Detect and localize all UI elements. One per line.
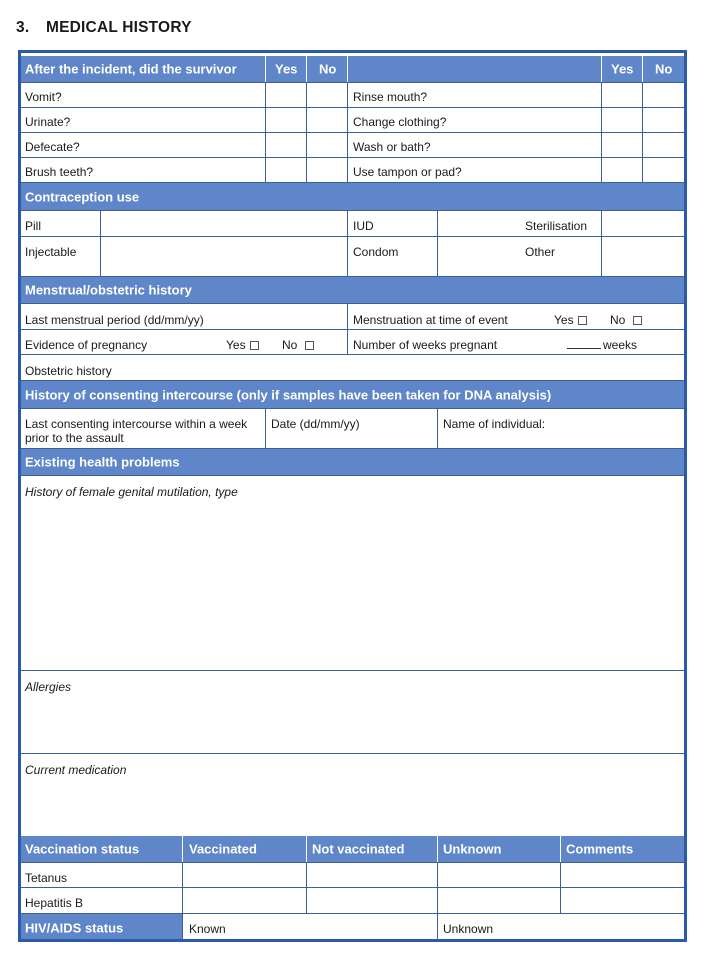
incident-item-tampon-pad: Use tampon or pad? — [353, 165, 462, 179]
last-menstrual-period: Last menstrual period (dd/mm/yy) — [25, 313, 204, 327]
pregnancy-yes-option[interactable] — [226, 338, 259, 352]
incident-item-brush-teeth: Brush teeth? — [25, 165, 94, 179]
incident-item-defecate: Defecate? — [25, 140, 80, 154]
pregnancy-no-option[interactable] — [282, 338, 314, 352]
menstrual-header-bar — [21, 277, 684, 303]
vaccination-header-bar — [21, 836, 684, 862]
vaccination-status-header: Vaccination status — [25, 841, 140, 857]
incident-yes-header-right: Yes — [611, 61, 634, 77]
contraception-header-bar — [21, 183, 684, 210]
evidence-of-pregnancy: Evidence of pregnancy — [25, 338, 148, 352]
incident-item-wash-bath: Wash or bath? — [353, 140, 431, 154]
contraception-header-label: Contraception use — [25, 189, 140, 204]
hiv-label-cell — [21, 914, 182, 942]
pregnancy-yes-checkbox[interactable] — [250, 341, 259, 350]
consenting-header-bar — [21, 381, 684, 408]
vaccinated-header: Vaccinated — [189, 841, 257, 857]
contraception-other: Other — [525, 245, 556, 259]
weeks-blank-line[interactable] — [567, 340, 601, 349]
hiv-unknown: Unknown — [443, 922, 494, 936]
weeks-pregnant-field[interactable] — [567, 338, 637, 352]
current-medication-label: Current medication — [25, 763, 127, 777]
obstetric-history: Obstetric history — [25, 364, 112, 378]
hiv-status-label: HIV/AIDS status — [25, 920, 124, 936]
allergies-label: Allergies — [25, 680, 72, 694]
incident-no-header-right: No — [655, 61, 673, 77]
menstrual-header-label: Menstrual/obstetric history — [25, 282, 192, 298]
consenting-header-label: History of consenting intercourse (only if samples have been taken for DNA analysis) — [25, 387, 552, 402]
menstruation-yes-option[interactable] — [554, 313, 587, 327]
health-header-label: Existing health problems — [25, 454, 180, 470]
menstruation-no-option[interactable] — [610, 313, 642, 327]
incident-header-bar — [21, 56, 684, 82]
weeks-unit: weeks — [603, 338, 638, 352]
comments-header: Comments — [566, 841, 634, 857]
menstruation-yes-checkbox[interactable] — [578, 316, 587, 325]
contraception-iud: IUD — [353, 219, 374, 233]
contraception-injectable: Injectable — [25, 245, 77, 259]
health-header-bar — [21, 449, 684, 475]
hiv-known: Known — [189, 922, 226, 936]
medical-history-form — [18, 50, 687, 942]
menstruation-no-checkbox[interactable] — [633, 316, 642, 325]
weeks-pregnant-label: Number of weeks pregnant — [353, 338, 498, 352]
last-consenting-intercourse: Last consenting intercourse within a week prior to the assault — [25, 417, 248, 445]
section-title: MEDICAL HISTORY — [46, 19, 192, 36]
vaccination-row-tetanus: Tetanus — [25, 871, 68, 885]
vaccination-row-hepatitis-b: Hepatitis B — [25, 896, 84, 910]
menstruation-yes-label: Yes — [554, 313, 574, 327]
contraception-condom: Condom — [353, 245, 399, 259]
section-number: 3. — [16, 19, 30, 36]
consenting-date: Date (dd/mm/yy) — [271, 417, 360, 431]
incident-yes-header-left: Yes — [275, 61, 298, 77]
menstruation-no-label: No — [610, 313, 626, 327]
fgm-history: History of female genital mutilation, type — [25, 485, 238, 499]
menstruation-at-event: Menstruation at time of event — [353, 313, 508, 327]
incident-item-change-clothing: Change clothing? — [353, 115, 447, 129]
contraception-pill: Pill — [25, 219, 42, 233]
page-title — [16, 19, 192, 37]
unknown-header: Unknown — [443, 841, 502, 857]
incident-item-urinate: Urinate? — [25, 115, 71, 129]
pregnancy-no-label: No — [282, 338, 298, 352]
incident-no-header-left: No — [319, 61, 337, 77]
incident-item-vomit: Vomit? — [25, 90, 62, 104]
pregnancy-yes-label: Yes — [226, 338, 246, 352]
incident-item-rinse-mouth: Rinse mouth? — [353, 90, 428, 104]
consenting-name: Name of individual: — [443, 417, 546, 431]
pregnancy-no-checkbox[interactable] — [305, 341, 314, 350]
incident-header-label: After the incident, did the survivor — [25, 61, 237, 77]
not-vaccinated-header: Not vaccinated — [312, 841, 405, 857]
contraception-sterilisation: Sterilisation — [525, 219, 588, 233]
